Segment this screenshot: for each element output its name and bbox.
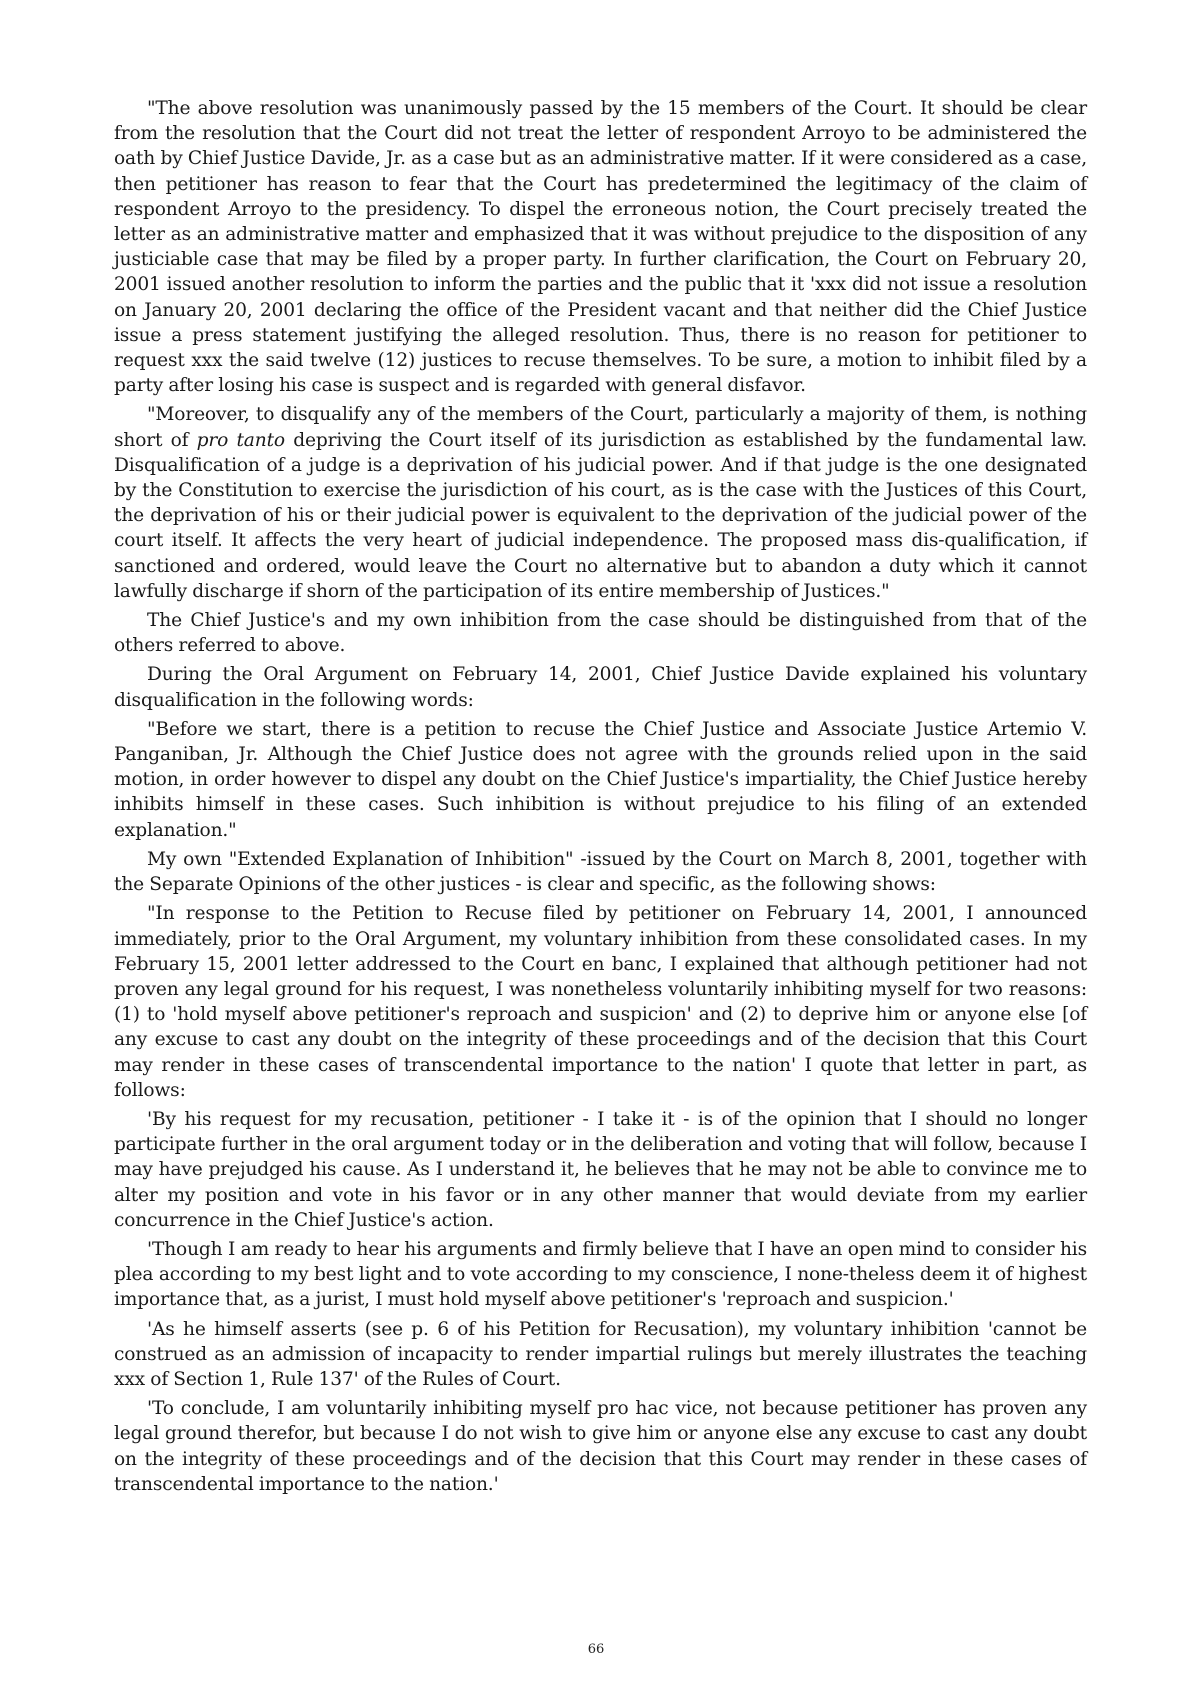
paragraph-himself-asserts: 'As he himself asserts (see p. 6 of his Petition for Recusation), my voluntary inhibition 'cannot be construed as an admission of incapacity to render impartial rulings but merely illustrates the teaching xxx of Section 1, Rule 137' of the Rules of Court.	[114, 1318, 1087, 1390]
paragraph-resolution-passed: "The above resolution was unanimously passed by the 15 members of the Court. It should be clear from the resolution that the Court did not treat the letter of respondent Arroyo to be administered the oath by Chief Justice Davide, Jr. as a case but as an administrative matter. If it were considered as a case, then petitioner has reason to fear that the Court has predetermined the legitimacy of the claim of respondent Arroyo to the presidency. To dispel the erroneous notion, the Court precisely treated the letter as an administrative matter and emphasized that it was without prejudice to the disposition of any justiciable case that may be filed by a proper party. In further clarification, the Court on February 20, 2001 issued another resolution to inform the parties and the public that it 'xxx did not issue a resolution on January 20, 2001 declaring the office of the President vacant and that neither did the Chief Justice issue a press statement justifying the alleged resolution. Thus, there is no reason for petitioner to request xxx the said twelve (12) justices to recuse themselves. To be sure, a motion to inhibit filed by a party after losing his case is suspect and is regarded with general disfavor.	[114, 98, 1087, 397]
paragraph-text: depriving the Court itself of its jurisdiction as established by the fundamental law. Disqualification of a judge is a deprivation of his judicial power. And if that judge is the one designated by the Constitution to exercise the jurisdiction of his court, as is the case with the Justices of this Court, the deprivation of his or their judicial power is equivalent to the deprivation of the judicial power of the court itself. It affects the very heart of judicial independence. The proposed mass dis-qualification, if sanctioned and ordered, would leave the Court no alternative but to abandon a duty which it cannot lawfully discharge if shorn of the participation of its entire membership of Justices."	[114, 429, 1087, 602]
paragraph-oral-argument: During the Oral Argument on February 14, 2001, Chief Justice Davide explained his voluntary disqualification in the following words:	[114, 664, 1087, 711]
paragraph-disqualify-members	[114, 402, 1087, 604]
paragraph-extended-explanation: My own "Extended Explanation of Inhibition" -issued by the Court on March 8, 2001, together with the Separate Opinions of the other justices - is clear and specific, as the following shows:	[114, 848, 1087, 896]
paragraph-petition-to-recuse: "In response to the Petition to Recuse filed by petitioner on February 14, 2001, I announced immediately, prior to the Oral Argument, my voluntary inhibition from these consolidated cases. In my February 15, 2001 letter addressed to the Court en banc, I explained that although petitioner had not proven any legal ground for his request, I was nonetheless voluntarily inhibiting myself for two reasons: (1) to 'hold myself above petitioner's reproach and suspicion' and (2) to deprive him or anyone else [of any excuse to cast any doubt on the integrity of these proceedings and of the decision that this Court may render in these cases of transcendental importance to the nation' I quote that letter in part, as follows:	[114, 903, 1087, 1101]
paragraph-ready-to-hear: 'Though I am ready to hear his arguments and firmly believe that I have an open mind to consider his plea according to my best light and to vote according to my conscience, I none-theless deem it of highest importance that, as a jurist, I must hold myself above petitioner's 'reproach and suspicion.'	[114, 1238, 1087, 1311]
page-number: 66	[587, 1642, 605, 1657]
paragraph-inhibition-distinguished: The Chief Justice's and my own inhibition from the case should be distinguished from that of the others referred to above.	[114, 610, 1087, 657]
paragraph-chief-justice-quote: "Before we start, there is a petition to recuse the Chief Justice and Associate Justice Artemio V. Panganiban, Jr. Although the Chief Justice does not agree with the grounds relied upon in the said motion, in order however to dispel any doubt on the Chief Justice's impartiality, the Chief Justice hereby inhibits himself in these cases. Such inhibition is without prejudice to his filing of an extended explanation."	[114, 718, 1087, 841]
document-body	[114, 96, 1087, 1501]
paragraph-text: "Moreover, to disqualify any of the members of the Court, particularly a majority of them, is nothing short of	[114, 404, 1087, 451]
italic-term-pro-tanto: pro tanto	[196, 429, 285, 451]
paragraph-to-conclude: 'To conclude, I am voluntarily inhibiting myself pro hac vice, not because petitioner has proven any legal ground therefor, but because I do not wish to give him or anyone else any excuse to cast any doubt on the integrity of these proceedings and of the decision that this Court may render in these cases of transcendental importance to the nation.'	[114, 1398, 1087, 1495]
paragraph-request-recusation: 'By his request for my recusation, petitioner - I take it - is of the opinion that I should no longer participate further in the oral argument today or in the deliberation and voting that will follow, because I may have prejudged his cause. As I understand it, he believes that he may not be able to convince me to alter my position and vote in his favor or in any other manner that would deviate from my earlier concurrence in the Chief Justice's action.	[114, 1108, 1087, 1231]
